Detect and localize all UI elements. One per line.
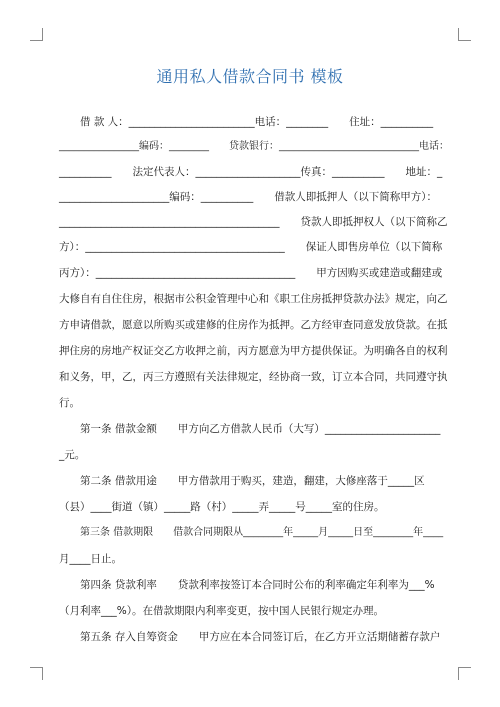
preamble-line-6: 行。 [59, 397, 80, 409]
preamble-line-3: 方申请借款，愿意以所购买或建修的住房作为抵押。乙方经审查同意发放贷款。在抵 [59, 319, 448, 331]
bank-line: ________________编码：________ 贷款银行：____________________________电话： [59, 141, 449, 152]
borrower-line: 借 款 人：________________________电话：________ 住址：__________ [80, 116, 434, 128]
preamble-line-4: 押住房的房地产权证交乙方收押之前，丙方愿意为甲方提供保证。为明确各自的权利 [59, 345, 448, 357]
page-corner-mark-top-right [458, 28, 471, 41]
article-2-line-1: 第二条 借款用途 甲方借款用于购买，建造，翻建，大修座落于_____区 [80, 475, 425, 487]
article-4-line-2: （月利率___%）。在借款期限内利率变更，按中国人民银行规定办理。 [59, 605, 384, 617]
article-5-line-1: 第五条 存入自筹资金 甲方应在本合同签订后，在乙方开立活期储蓄存款户 [80, 631, 441, 643]
page-corner-mark-top-left [30, 28, 43, 41]
article-3-line-2: 月____日止。 [59, 553, 122, 565]
article-4-line-1: 第四条 贷款利率 贷款利率按签订本合同时公布的利率确定年利率为___% [80, 579, 435, 591]
legal-rep-line: __________ 法定代表人：____________________传真：__________ 地址：_ [59, 166, 443, 178]
article-1-line-1: 第一条 借款金额 甲方向乙方借款人民币（大写）______________________ [80, 423, 441, 435]
page-corner-mark-bottom-left [30, 667, 43, 680]
party-a-line: _____________________编码：__________ 借款人即抵押人（以下简称甲方）： [59, 191, 437, 203]
preamble-line-2: 大修自有自住住房，根据市公积金管理中心和《职工住房抵押贷款办法》规定，向乙 [59, 293, 448, 305]
article-1-line-2: _元。 [59, 449, 86, 461]
preamble-line-1: 丙方）：______________________________________ 甲方因购买或建造或翻建或 [59, 267, 443, 279]
article-3-line-1: 第三条 借款期限 借款合同期限从________年_____月_____日至________年____ [80, 527, 444, 538]
party-c-line: 方）：______________________________________ 保证人即售房单位（以下简称 [59, 241, 443, 253]
party-b-line: __________________________________________ 贷款人即抵押权人（以下简称乙 [59, 216, 448, 228]
article-2-line-2: （县）____街道（镇）_____路（村）_____弄_____号_____室的住房。 [59, 501, 385, 513]
page-corner-mark-bottom-right [458, 667, 471, 680]
preamble-line-5: 和义务，甲，乙，丙三方遵照有关法律规定，经协商一致，订立本合同，共同遵守执 [59, 371, 448, 383]
document-title: 通用私人借款合同书 模板 [156, 67, 344, 86]
